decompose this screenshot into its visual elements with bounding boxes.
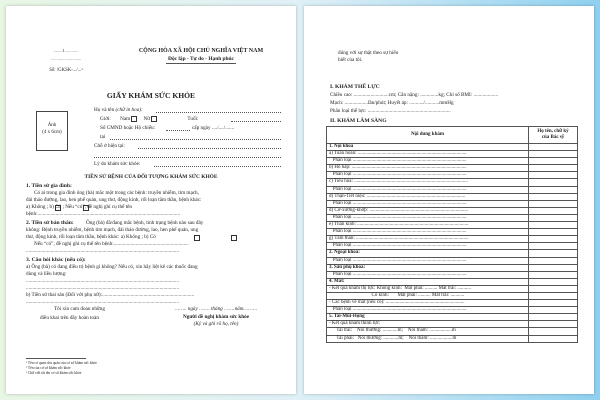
doctor-signature-cell[interactable] (529, 165, 578, 172)
exam-item[interactable]: c) Tiêu hóa: ........................................................................................... (327, 179, 529, 186)
photo-box (36, 111, 68, 151)
table-row (327, 321, 578, 328)
reason-label: Lý do khám sức khỏe: (94, 161, 141, 167)
exam-item[interactable]: 5. Tai-Mũi-Họng (327, 314, 529, 321)
doctor-signature-cell[interactable] (529, 257, 578, 264)
document-title: GIẤY KHÁM SỨC KHỎE (106, 91, 196, 100)
issued-value[interactable]: ..../..../....... (211, 125, 235, 131)
exam-item[interactable]: Phân loại ........................................................................................... (327, 172, 529, 179)
age-label: Tuổi: (187, 116, 199, 123)
doctor-signature-cell[interactable] (529, 186, 578, 193)
name-label: Họ và tên (94, 107, 115, 113)
table-row (327, 207, 578, 214)
exam-item[interactable]: Tai phải: Nói thường: ............m; Nói thầm: ..................m (327, 335, 529, 342)
national-motto-title: CỘNG HÒA XÃ HỘI CHỦ NGHĨA VIỆT NAM (138, 48, 264, 54)
male-checkbox[interactable] (131, 116, 137, 122)
id-label: Số CMND hoặc Hộ chiếu: (100, 125, 156, 131)
header-doctor-signature: Họ tên, chữ ký của Bác sỹ (529, 127, 578, 144)
exam-item[interactable]: Phân loại ........................................................................................... (327, 186, 529, 193)
doctor-signature-cell[interactable] (529, 314, 578, 321)
personal-history-line-2: không: Bệnh truyền nhiễm, bệnh tim mạch, đái tháo đường, lao, hen phế quản, ung (26, 227, 199, 233)
other-questions-line-2: dùng và liều lượng: (26, 271, 67, 277)
table-row (327, 314, 578, 321)
form-page-1 (6, 6, 296, 394)
doctor-signature-cell[interactable] (529, 285, 578, 292)
gender-label: Giới: (100, 116, 111, 123)
table-row (327, 165, 578, 172)
history-section-title: TIỀN SỬ BỆNH CỦA ĐỐI TƯỢNG KHÁM SỨC KHỎE (84, 174, 218, 180)
facility-dots: ........................... (50, 56, 82, 61)
commitment-continued-2: biết của tôi. (338, 57, 363, 63)
table-row (327, 179, 578, 186)
doctor-signature-cell[interactable] (529, 250, 578, 257)
exam-item[interactable]: Tai trái: Nói thường: ............m; Nói thầm: ..................m (327, 328, 529, 335)
other-questions-line-1: a) Ông (bà) có đang điều trị bệnh gì không? Nếu có, xin hãy liệt kê các thuốc đang (26, 264, 198, 270)
personal-yes-checkbox[interactable] (231, 235, 237, 241)
physical-exam-line-2[interactable]: Mạch: ..................lần/phút; Huyết áp: .........../...........mmHg (330, 100, 454, 106)
exam-item[interactable]: 3. Sản phụ khoa: (327, 264, 529, 271)
doctor-signature-cell[interactable] (529, 328, 578, 335)
issued-field (192, 125, 234, 131)
table-row (327, 222, 578, 229)
table-row (327, 243, 578, 250)
gender-field (100, 116, 198, 122)
doctor-signature-cell[interactable] (529, 271, 578, 278)
doctor-signature-cell[interactable] (529, 236, 578, 243)
table-row (327, 285, 578, 292)
exam-item[interactable]: Phân loại ........................................................................................... (327, 229, 529, 236)
doctor-signature-cell[interactable] (529, 172, 578, 179)
exam-item[interactable]: Phân loại ........................................................................................... (327, 243, 529, 250)
family-history-line-4[interactable]: bệnh:.............................................................................................................. (26, 211, 181, 217)
doctor-signature-cell[interactable] (529, 200, 578, 207)
female-checkbox[interactable] (151, 116, 157, 122)
footnote-2: ² Tên của cơ sở khám sức khỏe (26, 366, 71, 370)
table-row (327, 236, 578, 243)
table-row (327, 307, 578, 314)
table-row (327, 300, 578, 307)
national-motto-subtitle: Độc lập - Tự do - Hạnh phúc (168, 56, 234, 62)
exam-item[interactable]: g) Tâm thần: .......................................................................................... (327, 236, 529, 243)
table-row (327, 229, 578, 236)
doctor-signature-cell[interactable] (529, 158, 578, 165)
physical-exam-title: I. KHÁM THỂ LỰC (330, 84, 380, 90)
exam-item[interactable]: e) Thần kinh: ......................................................................................... (327, 222, 529, 229)
table-row (327, 292, 578, 299)
exam-item[interactable]: Có kính: Mắt phải: .......... Mắt trái: ........... (327, 292, 529, 299)
reason-input-line[interactable] (154, 166, 281, 167)
address-input-line[interactable] (138, 148, 281, 149)
personal-history-title: 2. Tiền sử bản thân: (26, 220, 74, 226)
address-label: Chỗ ở hiện tại: (94, 143, 125, 149)
exam-item[interactable]: d) Thận-Tiết niệu: ............................................................................... (327, 193, 529, 200)
doctor-signature-cell[interactable] (529, 243, 578, 250)
other-questions-line-3[interactable]: ...................................................................................................................... (26, 278, 180, 284)
doctor-signature-cell[interactable] (529, 264, 578, 271)
exam-item[interactable]: 4. Mắt: (327, 278, 529, 285)
address-input-line-2[interactable] (94, 157, 281, 158)
doctor-signature-cell[interactable] (529, 321, 578, 328)
personal-no-checkbox[interactable] (194, 235, 200, 241)
name-field (94, 107, 143, 113)
table-header-row (327, 127, 578, 144)
header-content: Nội dung khám (327, 127, 529, 144)
other-questions-title: 3. Câu hỏi khác (nếu có): (26, 257, 86, 263)
exam-item[interactable]: 2. Ngoại khoa: (327, 250, 529, 257)
table-row (327, 172, 578, 179)
family-history-line-3: a) Không ; b) Có ; Nếu “có”, đề nghị ghi cụ thể tên (26, 204, 133, 210)
table-row (327, 200, 578, 207)
doctor-signature-cell[interactable] (529, 214, 578, 221)
issued-at-label: tại (100, 134, 106, 140)
exam-item[interactable]: b) Hô hấp: ............................................................................................ (327, 165, 529, 172)
clinical-exam-table (326, 126, 578, 343)
physical-exam-line-3[interactable]: Phân loại thể lực: ................................................................ (330, 108, 451, 114)
table-row (327, 151, 578, 158)
clinical-exam-title: II. KHÁM LÂM SÀNG (330, 118, 387, 124)
exam-item[interactable]: 1. Nội khoa (327, 144, 529, 151)
table-row (327, 214, 578, 221)
table-row (327, 271, 578, 278)
doctor-signature-cell[interactable] (529, 292, 578, 299)
table-row (327, 278, 578, 285)
exam-item[interactable]: Phân loại ........................................................................................... (327, 214, 529, 221)
table-row (327, 186, 578, 193)
exam-item[interactable]: Phân loại ........................................................................................... (327, 271, 529, 278)
family-history-title: 1. Tiền sử gia đình: (26, 183, 72, 189)
doctor-signature-cell[interactable] (529, 193, 578, 200)
commitment-line-2: điều khai trên đây hoàn toàn (40, 315, 99, 321)
name-input-line[interactable] (156, 112, 281, 113)
table-row (327, 335, 578, 342)
photo-label: Ảnh (4 x 6cm) (42, 123, 62, 135)
signer-title: Người đề nghị khám sức khỏe (182, 314, 250, 320)
doctor-signature-cell[interactable] (529, 335, 578, 342)
doctor-signature-cell[interactable] (529, 307, 578, 314)
table-row (327, 144, 578, 151)
commitment-line-1: Tôi xin cam đoan những (54, 306, 105, 312)
exam-item[interactable]: - Kết quả khám thị lực: Không kính: Mắt phải: .......... Mắt trái: ........... (327, 285, 529, 292)
issued-label: cấp ngày (192, 125, 211, 131)
exam-item[interactable]: a) Tuần hoàn: ....................................................................................... (327, 151, 529, 158)
exam-item[interactable]: - Các bệnh về mắt (nếu có): ............................................................... (327, 300, 529, 307)
document-number: Số: /GKSK-.../...¹ (49, 68, 83, 73)
family-history-line-2: đái tháo đường, lao, hen phế quản, ung thư, động kinh, rối loạn tâm thần, bệnh khác: (26, 197, 202, 203)
table-row (327, 158, 578, 165)
footnote-divider (26, 358, 86, 359)
personal-history-line-4[interactable]: Nếu “có”, đề nghị ghi cụ thể tên bệnh:.......................................................... (34, 241, 189, 247)
family-yes-checkbox[interactable] (83, 205, 89, 211)
issued-at-input-line[interactable] (110, 139, 281, 140)
exam-item[interactable]: đ) Cơ-xương-khớp: ............................................................................... (327, 207, 529, 214)
family-history-line-1: Có ai trong gia đình ông (bà) mắc một trong các bệnh: truyền nhiễm, tim mạch, (34, 190, 199, 196)
footnote-3: ³ Chữ viết tắt tên cơ sở khám sức khỏe (26, 371, 82, 375)
id-input-line[interactable] (166, 130, 190, 131)
personal-history-line-3: thư, động kinh, rối loạn tâm thần, bệnh khác: a) Không ; b) Có (26, 234, 156, 240)
doctor-signature-cell[interactable] (529, 229, 578, 236)
other-questions-line-4[interactable]: ...................................................................................................................... (26, 285, 180, 291)
doctor-signature-cell[interactable] (529, 144, 578, 151)
exam-item[interactable]: Phân loại ........................................................................................... (327, 200, 529, 207)
footnote-1: ¹ Tên cơ quan chủ quản của cơ sở khám sức khỏe (26, 361, 97, 365)
physical-exam-line-1[interactable]: Chiều cao: ...........................cm; Cân nặng: ..............kg; Chỉ số BMI: ................... (330, 92, 499, 98)
doctor-signature-cell[interactable] (529, 151, 578, 158)
male-label: Nam (120, 116, 131, 123)
table-row (327, 264, 578, 271)
doctor-signature-cell[interactable] (529, 179, 578, 186)
personal-history-line-1: Ông (bà) đã/đang mắc bệnh, tình trạng bệnh nào sau đây (86, 220, 204, 226)
pregnancy-history-line[interactable]: b) Tiền sử thai sản (Đối với phụ nữ):....................................................................... (26, 292, 195, 298)
exam-item[interactable]: Phân loại ........................................................................................... (327, 307, 529, 314)
table-row (327, 250, 578, 257)
doctor-signature-cell[interactable] (529, 278, 578, 285)
form-page-2 (304, 6, 594, 394)
table-row (327, 257, 578, 264)
signer-hint: (Ký và ghi rõ họ, tên) (193, 321, 239, 327)
table-row (327, 193, 578, 200)
age-input-line[interactable] (231, 121, 281, 122)
agency-dots: ........1............ (53, 48, 79, 53)
family-no-checkbox[interactable] (55, 205, 61, 211)
doctor-signature-cell[interactable] (529, 300, 578, 307)
motto-underline (166, 63, 236, 64)
exam-item[interactable]: Phân loại ........................................................................................... (327, 158, 529, 165)
female-label: Nữ (143, 116, 151, 123)
doctor-signature-cell[interactable] (529, 222, 578, 229)
table-row (327, 328, 578, 335)
doctor-signature-cell[interactable] (529, 207, 578, 214)
commitment-continued-1: đúng với sự thật theo sự hiểu (338, 50, 399, 56)
pregnancy-history-line-2[interactable]: ...................................................................................................................... (26, 299, 180, 305)
exam-item[interactable]: - Kết quả khám thính lực: (327, 321, 529, 328)
personal-history-line-5[interactable]: ...................................................................................................................... (26, 248, 180, 254)
exam-item[interactable]: Phân loại ........................................................................................... (327, 257, 529, 264)
name-hint: (chữ in hoa): (115, 107, 143, 113)
signature-date-line[interactable]: …….. ngày ……. tháng …….năm……… (174, 306, 258, 312)
